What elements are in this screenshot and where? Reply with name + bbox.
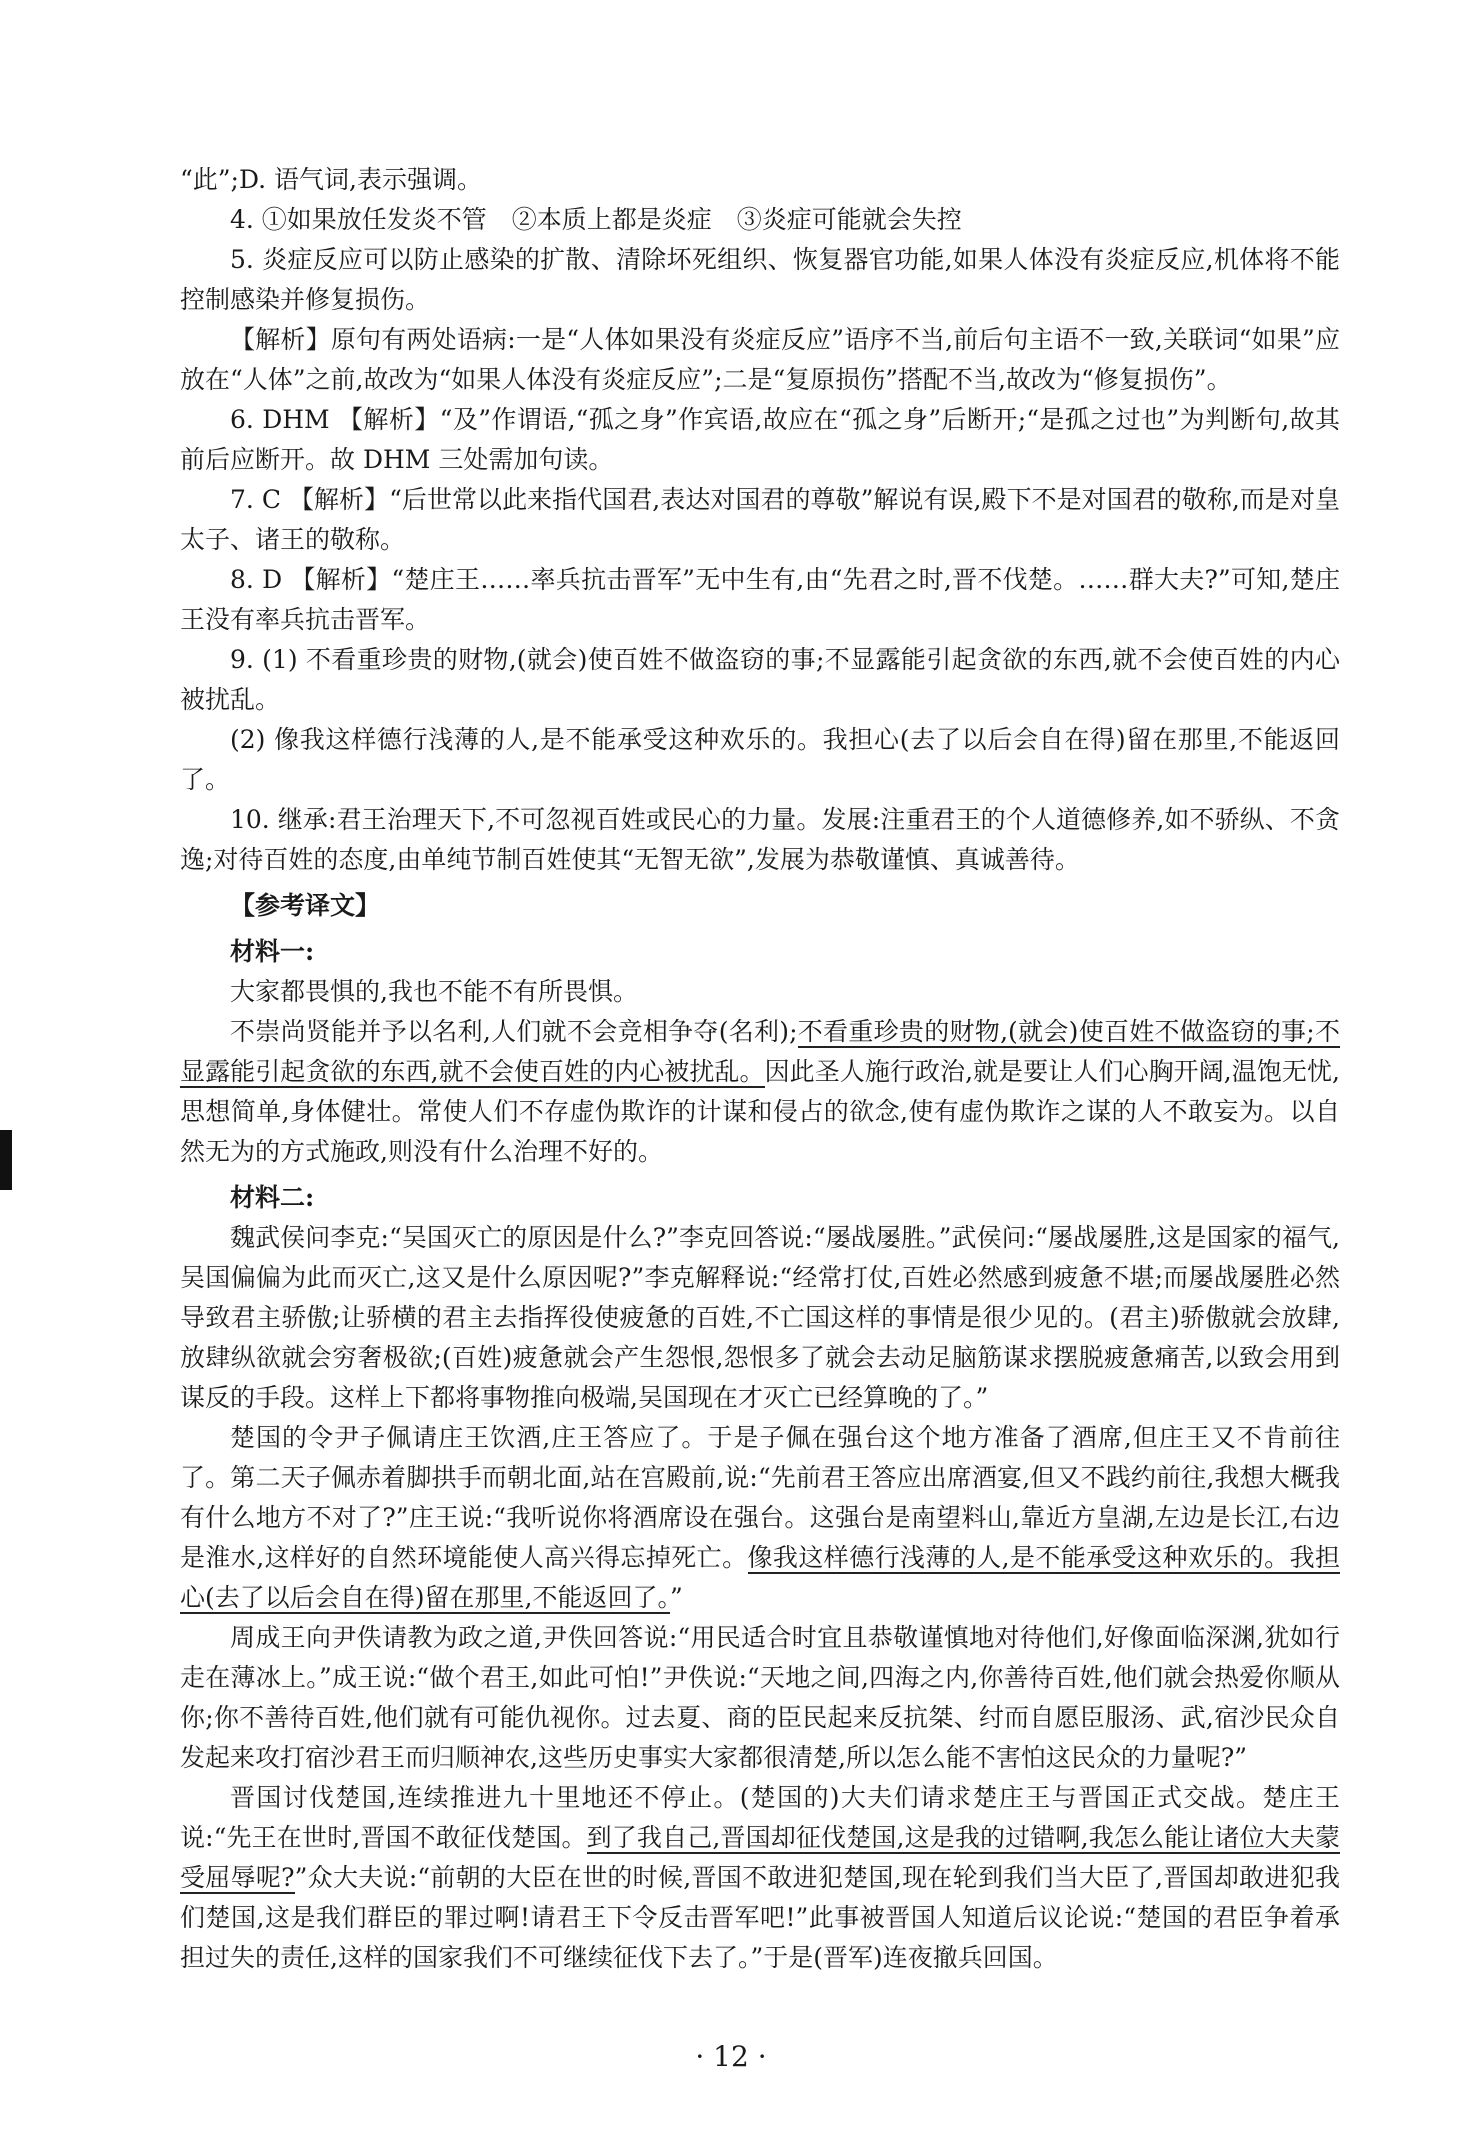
para-answer-10: 10. 继承:君王治理天下,不可忽视百姓或民心的力量。发展:注重君王的个人道德修养,如不骄纵、不贪逸;对待百姓的态度,由单纯节制百姓使其“无智无欲”,发展为恭敬谨慎、真诚善待。 [180,805,1340,874]
text-segment: 楚国的令尹子佩请庄王饮酒,庄王答应了。于是子佩在强台这个地方准备了酒席,但庄王又不肯前往了。第二天子佩赤着脚拱手而朝北面,站在宫殿前,说:“先前君王答应出席酒宴,但又不践约前往,我想大概我有什么地方不对了?”庄王说:“我听说你将酒席设在强台。这强台是南望料山,靠近方皇湖,左边是长江,右边是淮水,这样好的自然环境能使人高兴得忘掉死亡。 [180,1423,1340,1572]
material-two-para-1: 魏武侯问李克:“吴国灭亡的原因是什么?”李克回答说:“屡战屡胜。”武侯问:“屡战屡胜,这是国家的福气,吴国偏偏为此而灭亡,这又是什么原因呢?”李克解释说:“经常打仗,百姓必然感到疲惫不堪;而屡战屡胜必然导致君主骄傲;让骄横的君主去指挥役使疲惫的百姓,不亡国这样的事情是很少见的。(君主)骄傲就会放肆,放肆纵欲就会穷奢极欲;(百姓)疲惫就会产生怨恨,怨恨多了就会去动足脑筋谋求摆脱疲惫痛苦,以致会用到谋反的手段。这样上下都将事物推向极端,吴国现在才灭亡已经算晚的了。” [180,1223,1340,1412]
para-answer-5: 5. 炎症反应可以防止感染的扩散、清除坏死组织、恢复器官功能,如果人体没有炎症反应,机体将不能控制感染并修复损伤。 [180,245,1340,314]
para-item-3-end: “此”;D. 语气词,表示强调。 [180,165,482,194]
text-segment: 因此圣人施行政治,就是要让人们心胸开阔,温饱无忧,思想简单,身体健壮。常使人们不存虚伪欺诈的计谋和侵占的欲念,使有虚伪欺诈之谋的人不敢妄为。以自然无为的方式施政,则没有什么治理不好的。 [180,1057,1341,1166]
material-two-title: 材料二: [230,1183,315,1212]
para-answer-4: 4. ①如果放任发炎不管 ②本质上都是炎症 ③炎症可能就会失控 [230,205,962,234]
document-page [180,160,1340,1978]
underlined-text: 不看重珍贵的财物,(就会)使百姓不做盗窃的事;不显露能引起贪欲的东西,就不会使百姓的内心被扰乱。 [180,1017,1340,1086]
material-two-para-4 [180,1778,1340,1978]
material-one-para-1: 大家都畏惧的,我也不能不有所畏惧。 [230,977,638,1006]
para-answer-6: 6. DHM 【解析】“及”作谓语,“孤之身”作宾语,故应在“孤之身”后断开;“是孤之过也”为判断句,故其前后应断开。故 DHM 三处需加句读。 [180,405,1340,474]
text-segment: ” [669,1583,683,1612]
underlined-text: 像我这样德行浅薄的人,是不能承受这种欢乐的。我担心(去了以后会自在得)留在那里,不能返回了。 [180,1543,1340,1612]
text-segment: 不崇尚贤能并予以名利,人们就不会竞相争夺(名利); [230,1017,798,1046]
para-answer-7: 7. C 【解析】“后世常以此来指代国君,表达对国君的尊敬”解说有误,殿下不是对国君的敬称,而是对皇太子、诸王的敬称。 [180,485,1340,554]
material-two-para-3: 周成王向尹佚请教为政之道,尹佚回答说:“用民适合时宜且恭敬谨慎地对待他们,好像面临深渊,犹如行走在薄冰上。”成王说:“做个君王,如此可怕!”尹佚说:“天地之间,四海之内,你善待百姓,他们就会热爱你顺从你;你不善待百姓,他们就有可能仇视你。过去夏、商的臣民起来反抗桀、纣而自愿臣服汤、武,宿沙民众自发起来攻打宿沙君王而归顺神农,这些历史事实大家都很清楚,所以怎么能不害怕这民众的力量呢?” [180,1623,1340,1772]
page-number: · 12 · [695,2040,767,2073]
para-analysis-5: 【解析】原句有两处语病:一是“人体如果没有炎症反应”语序不当,前后句主语不一致,关联词“如果”应放在“人体”之前,故改为“如果人体没有炎症反应”;二是“复原损伤”搭配不当,故改为“修复损伤”。 [180,325,1340,394]
para-answer-8: 8. D 【解析】“楚庄王……率兵抗击晋军”无中生有,由“先君之时,晋不伐楚。……群大夫?”可知,楚庄王没有率兵抗击晋军。 [180,565,1340,634]
material-one-para-2 [180,1012,1340,1172]
underlined-text: 到了我自己,晋国却征伐楚国,这是我的过错啊,我怎么能让诸位大夫蒙受屈辱呢? [180,1823,1341,1892]
material-two-para-2 [180,1418,1340,1618]
translation-heading: 【参考译文】 [230,891,381,920]
text-segment: ”众大夫说:“前朝的大臣在世的时候,晋国不敢进犯楚国,现在轮到我们当大臣了,晋国却敢进犯我们楚国,这是我们群臣的罪过啊!请君王下令反击晋军吧!”此事被晋国人知道后议论说:“楚国的君臣争着承担过失的责任,这样的国家我们不可继续征伐下去了。”于是(晋军)连夜撤兵回国。 [180,1863,1340,1972]
material-one-title: 材料一: [230,937,315,966]
para-answer-9-1: 9. (1) 不看重珍贵的财物,(就会)使百姓不做盗窃的事;不显露能引起贪欲的东西,就不会使百姓的内心被扰乱。 [180,645,1340,714]
para-answer-9-2: (2) 像我这样德行浅薄的人,是不能承受这种欢乐的。我担心(去了以后会自在得)留在那里,不能返回了。 [180,725,1340,794]
edge-mark [0,1130,12,1190]
text-segment: 晋国讨伐楚国,连续推进九十里地还不停止。(楚国的)大夫们请求楚庄王与晋国正式交战。楚庄王说:“先王在世时,晋国不敢征伐楚国。 [180,1783,1340,1852]
